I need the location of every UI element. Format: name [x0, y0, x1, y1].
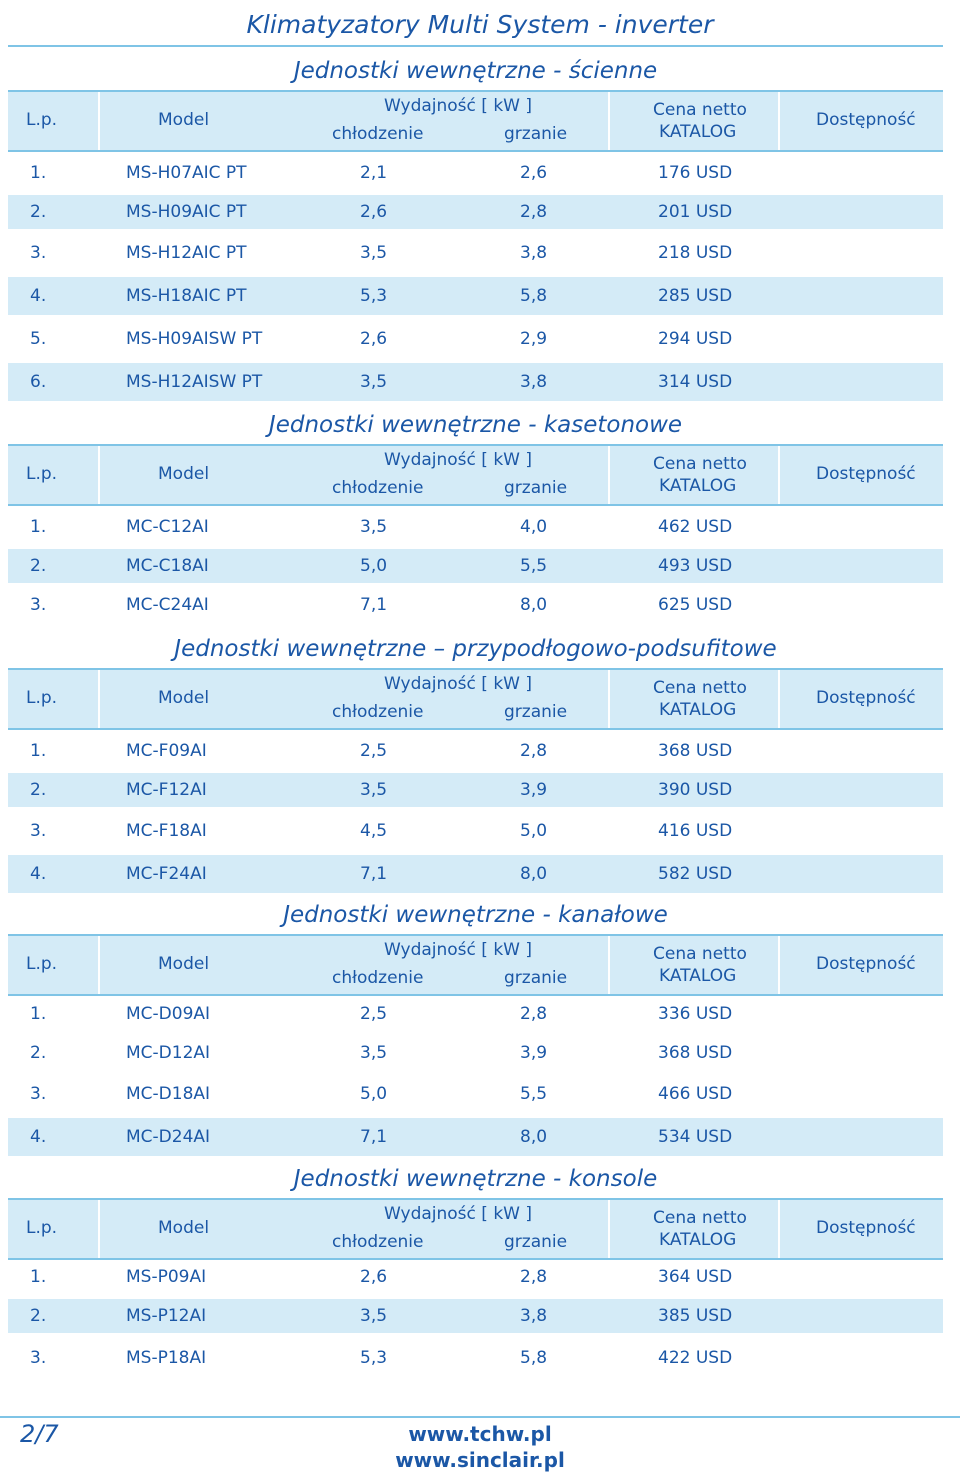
table-row — [8, 773, 943, 807]
header-grzanie: grzanie — [504, 968, 568, 988]
header-cena-netto: Cena netto — [653, 454, 747, 474]
header-grzanie: grzanie — [504, 124, 568, 144]
cell-price: 201 USD — [658, 202, 733, 222]
header-divider — [778, 936, 780, 994]
cell-chlodzenie: 7,1 — [360, 864, 388, 884]
title-rule — [8, 45, 943, 47]
website-link-sinclair[interactable]: www.sinclair.pl — [395, 1448, 565, 1472]
cell-chlodzenie: 2,6 — [360, 202, 388, 222]
header-grzanie: grzanie — [504, 702, 568, 722]
header-dostepnosc: Dostępność — [816, 1218, 916, 1238]
cell-price: 493 USD — [658, 556, 733, 576]
cell-price: 466 USD — [658, 1084, 733, 1104]
cell-chlodzenie: 3,5 — [360, 1306, 388, 1326]
cell-model: MC-D18AI — [126, 1084, 211, 1104]
cell-lp: 1. — [30, 1267, 47, 1287]
website-link-tchw[interactable]: www.tchw.pl — [408, 1422, 552, 1446]
table-row — [8, 588, 943, 622]
table-row — [8, 234, 943, 272]
cell-price: 294 USD — [658, 329, 733, 349]
header-divider — [608, 446, 610, 504]
cell-model: MC-F09AI — [126, 741, 207, 761]
cell-lp: 3. — [30, 595, 47, 615]
cell-grzanie: 8,0 — [520, 595, 548, 615]
cell-model: MS-H09AIC PT — [126, 202, 247, 222]
header-katalog: KATALOG — [659, 1230, 737, 1250]
table-header — [8, 934, 943, 996]
cell-model: MC-F24AI — [126, 864, 207, 884]
header-divider — [608, 936, 610, 994]
header-model: Model — [158, 954, 210, 974]
cell-price: 462 USD — [658, 517, 733, 537]
cell-price: 336 USD — [658, 1004, 733, 1024]
cell-price: 422 USD — [658, 1348, 733, 1368]
cell-price: 534 USD — [658, 1127, 733, 1147]
cell-grzanie: 3,9 — [520, 1043, 548, 1063]
table-row — [8, 1260, 943, 1294]
cell-grzanie: 2,9 — [520, 329, 548, 349]
cell-grzanie: 5,5 — [520, 556, 548, 576]
header-lp: L.p. — [26, 688, 58, 708]
header-model: Model — [158, 110, 210, 130]
table-row — [8, 549, 943, 583]
cell-model: MC-F18AI — [126, 821, 207, 841]
cell-model: MS-H12AISW PT — [126, 372, 263, 392]
cell-grzanie: 5,8 — [520, 286, 548, 306]
cell-grzanie: 3,9 — [520, 780, 548, 800]
cell-grzanie: 2,8 — [520, 1004, 548, 1024]
cell-chlodzenie: 5,3 — [360, 1348, 388, 1368]
header-grzanie: grzanie — [504, 478, 568, 498]
cell-model: MC-C18AI — [126, 556, 209, 576]
header-chlodzenie: chłodzenie — [332, 968, 424, 988]
table-row — [8, 1338, 943, 1378]
header-divider — [98, 446, 100, 504]
cell-lp: 5. — [30, 329, 47, 349]
table-row — [8, 510, 943, 544]
section-title: Jednostki wewnętrzne - kanałowe — [283, 902, 668, 928]
cell-lp: 3. — [30, 821, 47, 841]
header-divider — [608, 670, 610, 728]
cell-price: 218 USD — [658, 243, 733, 263]
cell-model: MS-P12AI — [126, 1306, 207, 1326]
section-title: Jednostki wewnętrzne - konsole — [293, 1166, 658, 1192]
header-dostepnosc: Dostępność — [816, 110, 916, 130]
cell-grzanie: 3,8 — [520, 372, 548, 392]
cell-lp: 2. — [30, 1043, 47, 1063]
header-wydajnosc: Wydajność [ kW ] — [384, 1204, 533, 1224]
cell-model: MS-H12AIC PT — [126, 243, 247, 263]
cell-chlodzenie: 2,5 — [360, 1004, 388, 1024]
cell-price: 176 USD — [658, 163, 733, 183]
header-katalog: KATALOG — [659, 476, 737, 496]
cell-price: 416 USD — [658, 821, 733, 841]
header-cena-netto: Cena netto — [653, 100, 747, 120]
cell-model: MS-P18AI — [126, 1348, 207, 1368]
header-katalog: KATALOG — [659, 122, 737, 142]
header-chlodzenie: chłodzenie — [332, 702, 424, 722]
cell-grzanie: 3,8 — [520, 243, 548, 263]
cell-lp: 2. — [30, 1306, 47, 1326]
table-header — [8, 444, 943, 506]
header-cena-netto: Cena netto — [653, 944, 747, 964]
header-dostepnosc: Dostępność — [816, 464, 916, 484]
cell-grzanie: 5,8 — [520, 1348, 548, 1368]
cell-price: 314 USD — [658, 372, 733, 392]
cell-chlodzenie: 3,5 — [360, 243, 388, 263]
header-chlodzenie: chłodzenie — [332, 478, 424, 498]
table-header — [8, 668, 943, 730]
table-row — [8, 156, 943, 190]
table-row — [8, 734, 943, 768]
cell-chlodzenie: 3,5 — [360, 372, 388, 392]
table-row — [8, 1075, 943, 1113]
header-wydajnosc: Wydajność [ kW ] — [384, 674, 533, 694]
cell-model: MC-F12AI — [126, 780, 207, 800]
cell-lp: 1. — [30, 741, 47, 761]
cell-lp: 1. — [30, 517, 47, 537]
cell-price: 368 USD — [658, 1043, 733, 1063]
cell-price: 364 USD — [658, 1267, 733, 1287]
section-title: Jednostki wewnętrzne - ścienne — [293, 58, 658, 84]
header-divider — [778, 92, 780, 150]
header-lp: L.p. — [26, 954, 58, 974]
table-row — [8, 320, 943, 358]
header-wydajnosc: Wydajność [ kW ] — [384, 940, 533, 960]
table-row — [8, 997, 943, 1031]
table-row — [8, 1036, 943, 1070]
header-divider — [98, 936, 100, 994]
cell-chlodzenie: 2,6 — [360, 1267, 388, 1287]
header-lp: L.p. — [26, 110, 58, 130]
cell-lp: 4. — [30, 286, 47, 306]
cell-price: 625 USD — [658, 595, 733, 615]
header-lp: L.p. — [26, 464, 58, 484]
header-model: Model — [158, 464, 210, 484]
header-cena-netto: Cena netto — [653, 678, 747, 698]
cell-grzanie: 5,0 — [520, 821, 548, 841]
table-header — [8, 90, 943, 152]
cell-chlodzenie: 5,0 — [360, 1084, 388, 1104]
cell-model: MC-C24AI — [126, 595, 209, 615]
cell-chlodzenie: 5,3 — [360, 286, 388, 306]
footer-divider — [0, 1416, 960, 1418]
cell-chlodzenie: 3,5 — [360, 1043, 388, 1063]
header-divider — [98, 92, 100, 150]
cell-chlodzenie: 2,6 — [360, 329, 388, 349]
cell-model: MS-P09AI — [126, 1267, 207, 1287]
cell-model: MC-D24AI — [126, 1127, 211, 1147]
page-title: Klimatyzatory Multi System - inverter — [246, 10, 714, 39]
table-row — [8, 277, 943, 315]
header-dostepnosc: Dostępność — [816, 954, 916, 974]
header-dostepnosc: Dostępność — [816, 688, 916, 708]
header-lp: L.p. — [26, 1218, 58, 1238]
cell-model: MS-H09AISW PT — [126, 329, 263, 349]
cell-lp: 3. — [30, 1348, 47, 1368]
table-row — [8, 812, 943, 850]
cell-price: 368 USD — [658, 741, 733, 761]
header-divider — [608, 92, 610, 150]
cell-lp: 2. — [30, 780, 47, 800]
cell-chlodzenie: 3,5 — [360, 780, 388, 800]
cell-chlodzenie: 7,1 — [360, 595, 388, 615]
cell-model: MC-D12AI — [126, 1043, 211, 1063]
cell-lp: 3. — [30, 1084, 47, 1104]
header-model: Model — [158, 1218, 210, 1238]
section-title: Jednostki wewnętrzne – przypodłogowo-podsufitowe — [174, 636, 777, 662]
header-divider — [778, 1200, 780, 1258]
cell-grzanie: 2,8 — [520, 1267, 548, 1287]
cell-price: 385 USD — [658, 1306, 733, 1326]
header-katalog: KATALOG — [659, 700, 737, 720]
header-katalog: KATALOG — [659, 966, 737, 986]
cell-model: MS-H07AIC PT — [126, 163, 247, 183]
cell-lp: 2. — [30, 202, 47, 222]
cell-model: MC-C12AI — [126, 517, 209, 537]
cell-grzanie: 8,0 — [520, 1127, 548, 1147]
header-divider — [98, 1200, 100, 1258]
header-cena-netto: Cena netto — [653, 1208, 747, 1228]
cell-grzanie: 2,8 — [520, 741, 548, 761]
table-row — [8, 1299, 943, 1333]
header-chlodzenie: chłodzenie — [332, 124, 424, 144]
cell-grzanie: 8,0 — [520, 864, 548, 884]
cell-grzanie: 4,0 — [520, 517, 548, 537]
cell-lp: 2. — [30, 556, 47, 576]
table-header — [8, 1198, 943, 1260]
cell-price: 582 USD — [658, 864, 733, 884]
header-model: Model — [158, 688, 210, 708]
cell-chlodzenie: 2,1 — [360, 163, 388, 183]
table-row — [8, 195, 943, 229]
table-row — [8, 363, 943, 401]
cell-grzanie: 2,8 — [520, 202, 548, 222]
cell-price: 285 USD — [658, 286, 733, 306]
header-divider — [778, 670, 780, 728]
cell-chlodzenie: 7,1 — [360, 1127, 388, 1147]
cell-lp: 4. — [30, 1127, 47, 1147]
cell-model: MS-H18AIC PT — [126, 286, 247, 306]
header-chlodzenie: chłodzenie — [332, 1232, 424, 1252]
header-divider — [608, 1200, 610, 1258]
cell-grzanie: 5,5 — [520, 1084, 548, 1104]
header-divider — [98, 670, 100, 728]
cell-price: 390 USD — [658, 780, 733, 800]
header-divider — [778, 446, 780, 504]
cell-grzanie: 2,6 — [520, 163, 548, 183]
cell-chlodzenie: 3,5 — [360, 517, 388, 537]
cell-model: MC-D09AI — [126, 1004, 211, 1024]
cell-lp: 6. — [30, 372, 47, 392]
cell-grzanie: 3,8 — [520, 1306, 548, 1326]
header-grzanie: grzanie — [504, 1232, 568, 1252]
page-number: 2/7 — [20, 1420, 59, 1448]
cell-chlodzenie: 5,0 — [360, 556, 388, 576]
section-title: Jednostki wewnętrzne - kasetonowe — [268, 412, 683, 438]
cell-chlodzenie: 2,5 — [360, 741, 388, 761]
table-row — [8, 1118, 943, 1156]
table-row — [8, 855, 943, 893]
cell-lp: 3. — [30, 243, 47, 263]
cell-lp: 1. — [30, 163, 47, 183]
cell-chlodzenie: 4,5 — [360, 821, 388, 841]
cell-lp: 1. — [30, 1004, 47, 1024]
header-wydajnosc: Wydajność [ kW ] — [384, 450, 533, 470]
cell-lp: 4. — [30, 864, 47, 884]
header-wydajnosc: Wydajność [ kW ] — [384, 96, 533, 116]
